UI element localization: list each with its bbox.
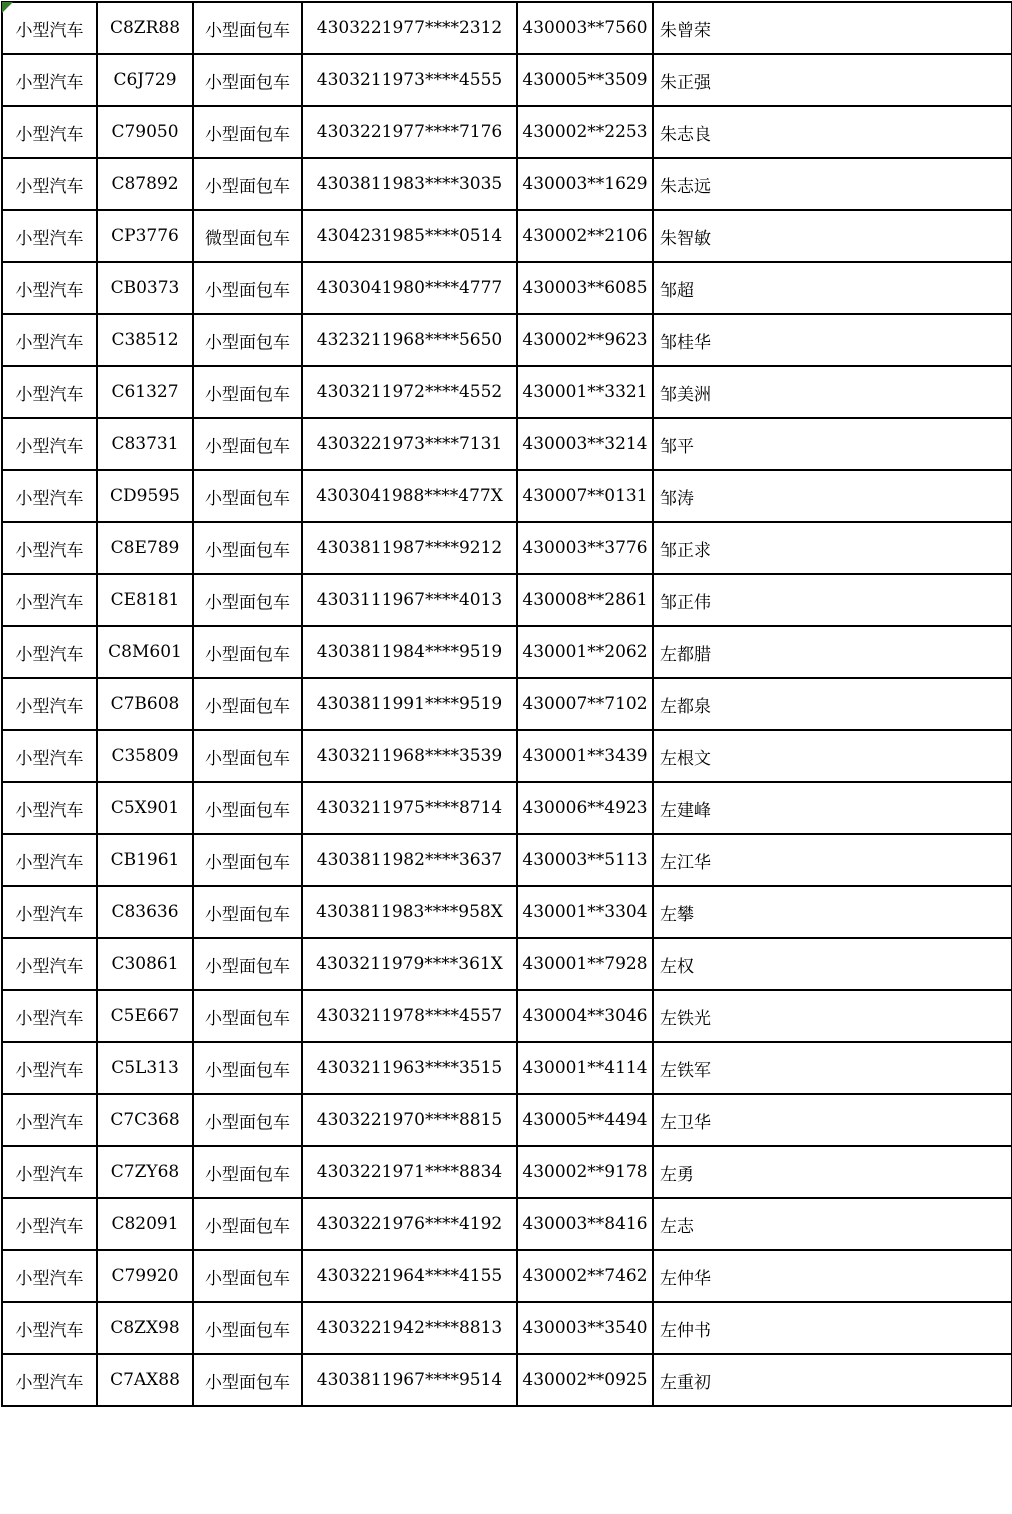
table-row (2, 2, 1012, 54)
owner-name-cell[interactable]: 邹超 (653, 262, 1012, 314)
vehicle-type-cell[interactable]: 小型面包车 (193, 314, 302, 366)
owner-name-cell[interactable]: 左铁光 (653, 990, 1012, 1042)
code-number-cell[interactable]: 430005**3509 (517, 54, 653, 106)
plate-number-cell[interactable]: C8ZX98 (97, 1302, 193, 1354)
code-number-cell[interactable]: 430003**8416 (517, 1198, 653, 1250)
table-row (2, 314, 1012, 366)
vehicle-type-cell[interactable]: 小型面包车 (193, 938, 302, 990)
plate-number-cell[interactable]: C8E789 (97, 522, 193, 574)
vehicle-category-cell[interactable]: 小型汽车 (2, 782, 97, 834)
table-row (2, 574, 1012, 626)
code-number-cell[interactable]: 430008**2861 (517, 574, 653, 626)
code-number-cell[interactable]: 430007**7102 (517, 678, 653, 730)
plate-number-cell[interactable]: C5E667 (97, 990, 193, 1042)
table-row (2, 1042, 1012, 1094)
plate-number-cell[interactable]: C8M601 (97, 626, 193, 678)
vehicle-type-cell[interactable]: 小型面包车 (193, 470, 302, 522)
table-row (2, 1094, 1012, 1146)
owner-name-cell[interactable]: 邹平 (653, 418, 1012, 470)
vehicle-category-cell[interactable]: 小型汽车 (2, 886, 97, 938)
id-number-cell[interactable]: 4303211963****3515 (302, 1042, 517, 1094)
vehicle-category-cell[interactable]: 小型汽车 (2, 1250, 97, 1302)
code-number-cell[interactable]: 430002**2106 (517, 210, 653, 262)
vehicle-category-cell[interactable]: 小型汽车 (2, 2, 97, 54)
plate-number-cell[interactable]: C79050 (97, 106, 193, 158)
plate-number-cell[interactable]: CD9595 (97, 470, 193, 522)
table-row (2, 886, 1012, 938)
code-number-cell[interactable]: 430002**7462 (517, 1250, 653, 1302)
vehicle-category-cell[interactable]: 小型汽车 (2, 262, 97, 314)
code-number-cell[interactable]: 430003**5113 (517, 834, 653, 886)
id-number-cell[interactable]: 4303211975****8714 (302, 782, 517, 834)
id-number-cell[interactable]: 4303041988****477X (302, 470, 517, 522)
plate-number-cell[interactable]: C35809 (97, 730, 193, 782)
vehicle-type-cell[interactable]: 小型面包车 (193, 834, 302, 886)
plate-number-cell[interactable]: C7C368 (97, 1094, 193, 1146)
vehicle-type-cell[interactable]: 小型面包车 (193, 1302, 302, 1354)
code-number-cell[interactable]: 430001**3321 (517, 366, 653, 418)
code-number-cell[interactable]: 430001**7928 (517, 938, 653, 990)
plate-number-cell[interactable]: C87892 (97, 158, 193, 210)
id-number-cell[interactable]: 4303111967****4013 (302, 574, 517, 626)
vehicle-type-cell[interactable]: 小型面包车 (193, 2, 302, 54)
plate-number-cell[interactable]: C7ZY68 (97, 1146, 193, 1198)
plate-number-cell[interactable]: CB1961 (97, 834, 193, 886)
vehicle-category-cell[interactable]: 小型汽车 (2, 1354, 97, 1406)
vehicle-type-cell[interactable]: 小型面包车 (193, 1198, 302, 1250)
table-row (2, 418, 1012, 470)
owner-name-cell[interactable]: 邹涛 (653, 470, 1012, 522)
owner-name-cell[interactable]: 邹美洲 (653, 366, 1012, 418)
table-row (2, 262, 1012, 314)
owner-name-cell[interactable]: 左江华 (653, 834, 1012, 886)
vehicle-category-cell[interactable]: 小型汽车 (2, 834, 97, 886)
code-number-cell[interactable]: 430007**0131 (517, 470, 653, 522)
vehicle-category-cell[interactable]: 小型汽车 (2, 158, 97, 210)
id-number-cell[interactable]: 4303221973****7131 (302, 418, 517, 470)
code-number-cell[interactable]: 430003**1629 (517, 158, 653, 210)
vehicle-category-cell[interactable]: 小型汽车 (2, 1146, 97, 1198)
owner-name-cell[interactable]: 邹正伟 (653, 574, 1012, 626)
owner-name-cell[interactable]: 朱曾荣 (653, 2, 1012, 54)
owner-name-cell[interactable]: 左都泉 (653, 678, 1012, 730)
owner-name-cell[interactable]: 左仲华 (653, 1250, 1012, 1302)
code-number-cell[interactable]: 430002**9623 (517, 314, 653, 366)
vehicle-category-cell[interactable]: 小型汽车 (2, 418, 97, 470)
id-number-cell[interactable]: 4303811982****3637 (302, 834, 517, 886)
owner-name-cell[interactable]: 左重初 (653, 1354, 1012, 1406)
id-number-cell[interactable]: 4303211968****3539 (302, 730, 517, 782)
owner-name-cell[interactable]: 左权 (653, 938, 1012, 990)
plate-number-cell[interactable]: C6J729 (97, 54, 193, 106)
table-row (2, 470, 1012, 522)
id-number-cell[interactable]: 4323211968****5650 (302, 314, 517, 366)
vehicle-registry-table (1, 1, 1012, 1407)
plate-number-cell[interactable]: C82091 (97, 1198, 193, 1250)
plate-number-cell[interactable]: C5X901 (97, 782, 193, 834)
code-number-cell[interactable]: 430001**3304 (517, 886, 653, 938)
code-number-cell[interactable]: 430002**0925 (517, 1354, 653, 1406)
plate-number-cell[interactable]: C7B608 (97, 678, 193, 730)
code-number-cell[interactable]: 430003**6085 (517, 262, 653, 314)
vehicle-type-cell[interactable]: 小型面包车 (193, 418, 302, 470)
id-number-cell[interactable]: 4303221942****8813 (302, 1302, 517, 1354)
table-row (2, 54, 1012, 106)
owner-name-cell[interactable]: 邹桂华 (653, 314, 1012, 366)
vehicle-type-cell[interactable]: 小型面包车 (193, 1146, 302, 1198)
table-row (2, 158, 1012, 210)
vehicle-category-cell[interactable]: 小型汽车 (2, 1094, 97, 1146)
owner-name-cell[interactable]: 朱志良 (653, 106, 1012, 158)
plate-number-cell[interactable]: C38512 (97, 314, 193, 366)
vehicle-type-cell[interactable]: 小型面包车 (193, 990, 302, 1042)
owner-name-cell[interactable]: 朱志远 (653, 158, 1012, 210)
id-number-cell[interactable]: 4303221976****4192 (302, 1198, 517, 1250)
code-number-cell[interactable]: 430001**3439 (517, 730, 653, 782)
id-number-cell[interactable]: 4303221977****2312 (302, 2, 517, 54)
id-number-cell[interactable]: 4303221977****7176 (302, 106, 517, 158)
id-number-cell[interactable]: 4303211972****4552 (302, 366, 517, 418)
code-number-cell[interactable]: 430003**3776 (517, 522, 653, 574)
table-row (2, 990, 1012, 1042)
code-number-cell[interactable]: 430004**3046 (517, 990, 653, 1042)
id-number-cell[interactable]: 4304231985****0514 (302, 210, 517, 262)
id-number-cell[interactable]: 4303211979****361X (302, 938, 517, 990)
id-number-cell[interactable]: 4303811983****3035 (302, 158, 517, 210)
id-number-cell[interactable]: 4303811987****9212 (302, 522, 517, 574)
table-row (2, 1146, 1012, 1198)
code-number-cell[interactable]: 430003**3540 (517, 1302, 653, 1354)
code-number-cell[interactable]: 430001**2062 (517, 626, 653, 678)
owner-name-cell[interactable]: 左都腊 (653, 626, 1012, 678)
code-number-cell[interactable]: 430001**4114 (517, 1042, 653, 1094)
code-number-cell[interactable]: 430006**4923 (517, 782, 653, 834)
table-row (2, 522, 1012, 574)
code-number-cell[interactable]: 430002**9178 (517, 1146, 653, 1198)
vehicle-type-cell[interactable]: 小型面包车 (193, 1354, 302, 1406)
vehicle-category-cell[interactable]: 小型汽车 (2, 626, 97, 678)
vehicle-type-cell[interactable]: 小型面包车 (193, 626, 302, 678)
vehicle-category-cell[interactable]: 小型汽车 (2, 938, 97, 990)
table-row (2, 210, 1012, 262)
vehicle-type-cell[interactable]: 小型面包车 (193, 730, 302, 782)
plate-number-cell[interactable]: C7AX88 (97, 1354, 193, 1406)
plate-number-cell[interactable]: C5L313 (97, 1042, 193, 1094)
vehicle-category-cell[interactable]: 小型汽车 (2, 522, 97, 574)
id-number-cell[interactable]: 4303041980****4777 (302, 262, 517, 314)
id-number-cell[interactable]: 4303221964****4155 (302, 1250, 517, 1302)
plate-number-cell[interactable]: C30861 (97, 938, 193, 990)
table-row (2, 1302, 1012, 1354)
id-number-cell[interactable]: 4303811984****9519 (302, 626, 517, 678)
plate-number-cell[interactable]: C83731 (97, 418, 193, 470)
vehicle-type-cell[interactable]: 小型面包车 (193, 782, 302, 834)
vehicle-type-cell[interactable]: 小型面包车 (193, 366, 302, 418)
vehicle-type-cell[interactable]: 小型面包车 (193, 106, 302, 158)
code-number-cell[interactable]: 430003**7560 (517, 2, 653, 54)
vehicle-category-cell[interactable]: 小型汽车 (2, 366, 97, 418)
vehicle-type-cell[interactable]: 小型面包车 (193, 522, 302, 574)
plate-number-cell[interactable]: CE8181 (97, 574, 193, 626)
id-number-cell[interactable]: 4303221970****8815 (302, 1094, 517, 1146)
vehicle-category-cell[interactable]: 小型汽车 (2, 54, 97, 106)
vehicle-type-cell[interactable]: 小型面包车 (193, 262, 302, 314)
owner-name-cell[interactable]: 朱正强 (653, 54, 1012, 106)
owner-name-cell[interactable]: 邹正求 (653, 522, 1012, 574)
owner-name-cell[interactable]: 左卫华 (653, 1094, 1012, 1146)
code-number-cell[interactable]: 430003**3214 (517, 418, 653, 470)
vehicle-category-cell[interactable]: 小型汽车 (2, 1198, 97, 1250)
table-row (2, 834, 1012, 886)
owner-name-cell[interactable]: 左铁军 (653, 1042, 1012, 1094)
table-row (2, 1354, 1012, 1406)
plate-number-cell[interactable]: CP3776 (97, 210, 193, 262)
id-number-cell[interactable]: 4303811991****9519 (302, 678, 517, 730)
table-row (2, 938, 1012, 990)
table-row (2, 626, 1012, 678)
owner-name-cell[interactable]: 左攀 (653, 886, 1012, 938)
vehicle-category-cell[interactable]: 小型汽车 (2, 730, 97, 782)
owner-name-cell[interactable]: 朱智敏 (653, 210, 1012, 262)
vehicle-category-cell[interactable]: 小型汽车 (2, 1302, 97, 1354)
id-number-cell[interactable]: 4303811983****958X (302, 886, 517, 938)
vehicle-category-cell[interactable]: 小型汽车 (2, 470, 97, 522)
code-number-cell[interactable]: 430005**4494 (517, 1094, 653, 1146)
vehicle-category-cell[interactable]: 小型汽车 (2, 574, 97, 626)
owner-name-cell[interactable]: 左志 (653, 1198, 1012, 1250)
table-row (2, 106, 1012, 158)
plate-number-cell[interactable]: C61327 (97, 366, 193, 418)
plate-number-cell[interactable]: C83636 (97, 886, 193, 938)
plate-number-cell[interactable]: C79920 (97, 1250, 193, 1302)
table-row (2, 1250, 1012, 1302)
id-number-cell[interactable]: 4303211978****4557 (302, 990, 517, 1042)
vehicle-type-cell[interactable]: 小型面包车 (193, 678, 302, 730)
table-row (2, 678, 1012, 730)
vehicle-category-cell[interactable]: 小型汽车 (2, 106, 97, 158)
vehicle-type-cell[interactable]: 小型面包车 (193, 1250, 302, 1302)
vehicle-category-cell[interactable]: 小型汽车 (2, 314, 97, 366)
vehicle-category-cell[interactable]: 小型汽车 (2, 678, 97, 730)
vehicle-category-cell[interactable]: 小型汽车 (2, 990, 97, 1042)
plate-number-cell[interactable]: CB0373 (97, 262, 193, 314)
code-number-cell[interactable]: 430002**2253 (517, 106, 653, 158)
owner-name-cell[interactable]: 左根文 (653, 730, 1012, 782)
owner-name-cell[interactable]: 左建峰 (653, 782, 1012, 834)
owner-name-cell[interactable]: 左仲书 (653, 1302, 1012, 1354)
vehicle-type-cell[interactable]: 小型面包车 (193, 574, 302, 626)
id-number-cell[interactable]: 4303811967****9514 (302, 1354, 517, 1406)
table-row (2, 366, 1012, 418)
vehicle-type-cell[interactable]: 微型面包车 (193, 210, 302, 262)
vehicle-category-cell[interactable]: 小型汽车 (2, 210, 97, 262)
vehicle-type-cell[interactable]: 小型面包车 (193, 1094, 302, 1146)
id-number-cell[interactable]: 4303211973****4555 (302, 54, 517, 106)
table-row (2, 1198, 1012, 1250)
table-body (2, 2, 1012, 1406)
table-row (2, 782, 1012, 834)
id-number-cell[interactable]: 4303221971****8834 (302, 1146, 517, 1198)
vehicle-type-cell[interactable]: 小型面包车 (193, 54, 302, 106)
table-row (2, 730, 1012, 782)
vehicle-type-cell[interactable]: 小型面包车 (193, 158, 302, 210)
plate-number-cell[interactable]: C8ZR88 (97, 2, 193, 54)
vehicle-type-cell[interactable]: 小型面包车 (193, 1042, 302, 1094)
owner-name-cell[interactable]: 左勇 (653, 1146, 1012, 1198)
vehicle-type-cell[interactable]: 小型面包车 (193, 886, 302, 938)
vehicle-category-cell[interactable]: 小型汽车 (2, 1042, 97, 1094)
